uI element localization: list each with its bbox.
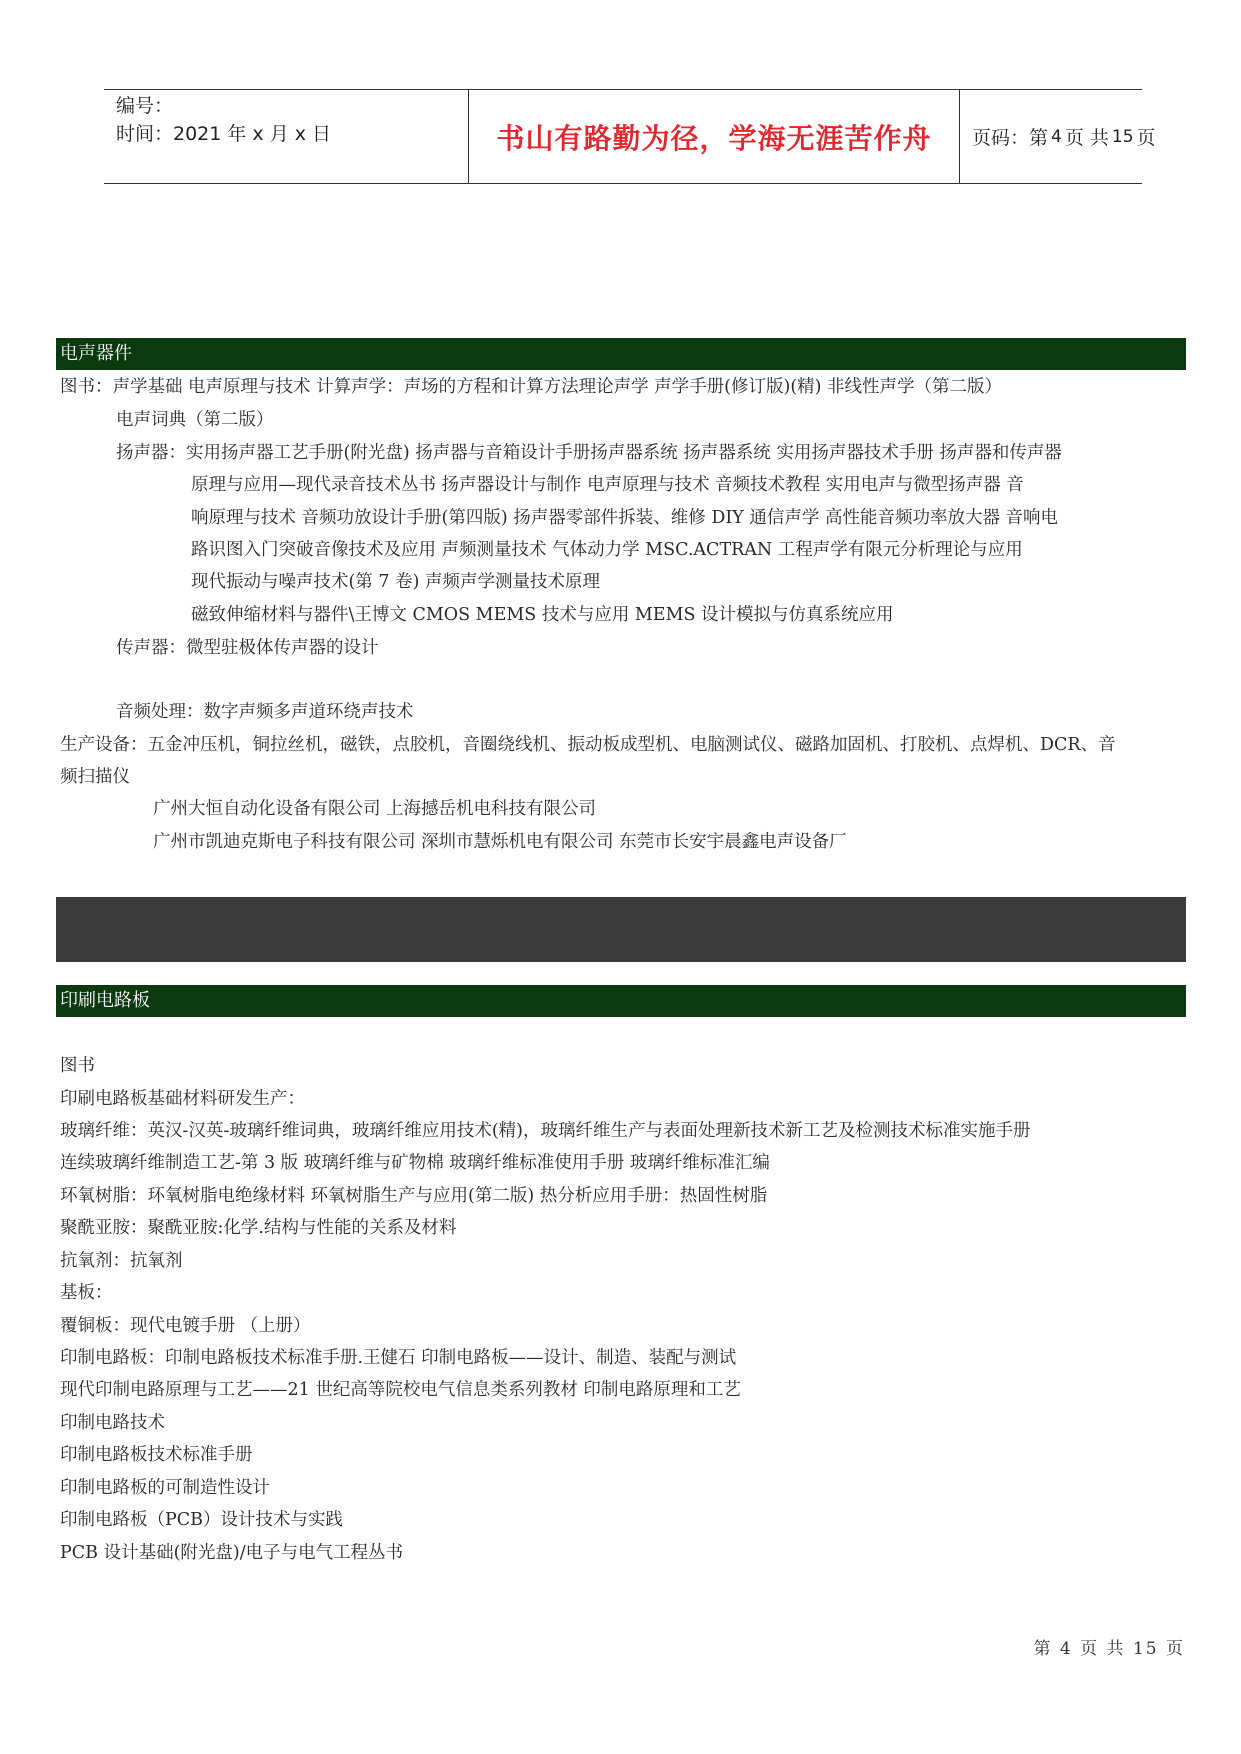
- section2-line: 现代印制电路原理与工艺——21 世纪高等院校电气信息类系列教材 印制电路原理和工艺: [60, 1380, 741, 1400]
- document-number: 编号：: [116, 95, 174, 117]
- section1-line: 广州市凯迪克斯电子科技有限公司 深圳市慧烁机电有限公司 东莞市长安宇晨鑫电声设备厂: [153, 832, 847, 852]
- section1-line: 原理与应用—现代录音技术丛书 扬声器设计与制作 电声原理与技术 音频技术教程 实用电声与微型扬声器 音: [191, 475, 1024, 495]
- section1-line: 现代振动与噪声技术(第 7 卷) 声频声学测量技术原理: [191, 572, 600, 592]
- section2-line: 连续玻璃纤维制造工艺-第 3 版 玻璃纤维与矿物棉 玻璃纤维标准使用手册 玻璃纤维标准汇编: [60, 1153, 770, 1173]
- section2-line: 聚酰亚胺：聚酰亚胺:化学.结构与性能的关系及材料: [60, 1218, 457, 1238]
- section1-line: 扬声器：实用扬声器工艺手册(附光盘) 扬声器与音箱设计手册扬声器系统 扬声器系统 实用扬声器技术手册 扬声器和传声器: [116, 443, 1062, 463]
- section1-line: 生产设备：五金冲压机，铜拉丝机，磁铁，点胶机，音圈绕线机、振动板成型机、电脑测试仪、磁路加固机、打胶机、点焊机、DCR、音: [60, 735, 1116, 755]
- page-footer: 第 4 页 共 15 页: [1033, 1639, 1185, 1659]
- section2-line: PCB 设计基础(附光盘)/电子与电气工程丛书: [60, 1543, 404, 1563]
- section2-line: 抗氧剂：抗氧剂: [60, 1251, 183, 1271]
- section2-line: 覆铜板：现代电镀手册 （上册）: [60, 1316, 311, 1336]
- document-time: 时间：2021 年 x 月 x 日: [116, 123, 332, 145]
- section1-line: 图书：声学基础 电声原理与技术 计算声学：声场的方程和计算方法理论声学 声学手册(修订版)(精) 非线性声学（第二版）: [60, 377, 1003, 397]
- section-title-pcb: 印刷电路板: [56, 985, 1186, 1017]
- page-header: [104, 89, 1156, 184]
- section1-line: 响原理与技术 音频功放设计手册(第四版) 扬声器零部件拆装、维修 DIY 通信声学 高性能音频功率放大器 音响电: [191, 508, 1059, 528]
- section2-line: 玻璃纤维：英汉-汉英-玻璃纤维词典，玻璃纤维应用技术(精)，玻璃纤维生产与表面处理新技术新工艺及检测技术标准实施手册: [60, 1121, 1031, 1141]
- section1-line: 广州大恒自动化设备有限公司 上海撼岳机电科技有限公司: [153, 799, 597, 819]
- page-label-prefix: 页码：第: [972, 127, 1049, 149]
- page-current: 4: [1051, 126, 1062, 147]
- section1-line: 磁致伸缩材料与器件\王博文 CMOS MEMS 技术与应用 MEMS 设计模拟与仿真系统应用: [191, 605, 894, 625]
- page-label-suffix: 页: [1136, 127, 1156, 149]
- section2-line: 基板：: [60, 1283, 113, 1303]
- header-meta: [116, 90, 466, 185]
- section2-line: 图书: [60, 1056, 95, 1076]
- section1-line: 电声词典（第二版）: [116, 410, 274, 430]
- section1-line: 音频处理：数字声频多声道环绕声技术: [116, 702, 414, 722]
- section2-line: 印制电路板：印制电路板技术标准手册.王健石 印制电路板——设计、制造、装配与测试: [60, 1348, 737, 1368]
- section1-line: 频扫描仪: [60, 767, 130, 787]
- dark-divider-bar: [56, 897, 1186, 962]
- section2-line: 印制电路板（PCB）设计技术与实践: [60, 1510, 344, 1530]
- section2-line: 印制电路技术: [60, 1413, 165, 1433]
- section1-line: 路识图入门突破音像技术及应用 声频测量技术 气体动力学 MSC.ACTRAN 工程声学有限元分析理论与应用: [191, 540, 1023, 560]
- section2-line: 印制电路板的可制造性设计: [60, 1478, 270, 1498]
- section2-line: 印制电路板技术标准手册: [60, 1445, 253, 1465]
- header-motto: 书山有路勤为径，学海无涯苦作舟: [468, 90, 960, 183]
- section2-line: 环氧树脂：环氧树脂电绝缘材料 环氧树脂生产与应用(第二版) 热分析应用手册：热固性树脂: [60, 1186, 768, 1206]
- page-total: 15: [1111, 126, 1134, 147]
- section-title-electroacoustic: 电声器件: [56, 338, 1186, 370]
- page-label-mid: 页 共: [1064, 127, 1109, 149]
- section1-line: 传声器：微型驻极体传声器的设计: [116, 638, 379, 658]
- header-page-info: [972, 90, 1172, 183]
- section2-line: 印刷电路板基础材料研发生产：: [60, 1089, 305, 1109]
